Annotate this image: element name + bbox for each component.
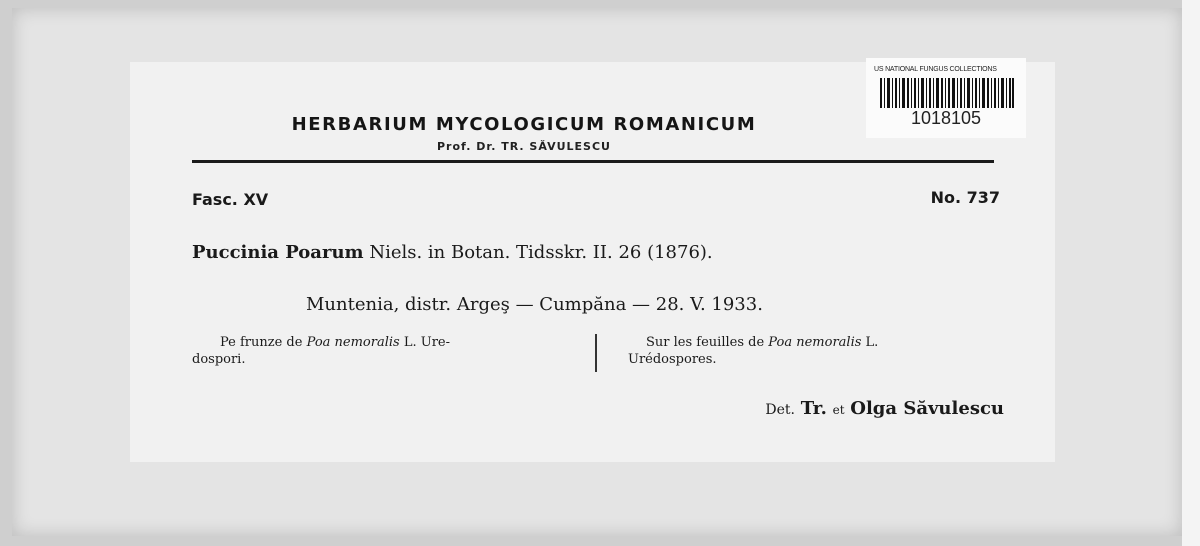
host-ro-species: Poa nemoralis — [306, 335, 400, 350]
column-divider — [595, 334, 597, 372]
host-fr-prefix: Sur les feuilles de — [646, 335, 765, 350]
species-line — [192, 242, 713, 263]
barcode-collection: US NATIONAL FUNGUS COLLECTIONS — [874, 66, 997, 73]
locality-line: Muntenia, distr. Argeş — Cumpăna — 28. V. 1933. — [306, 294, 763, 315]
det-second: Olga Săvulescu — [850, 398, 1004, 419]
header-rule — [192, 160, 994, 163]
host-fr-species: Poa nemoralis — [768, 335, 862, 350]
host-ro-prefix: Pe frunze de — [220, 335, 303, 350]
det-prefix: Det. — [765, 402, 795, 418]
det-first: Tr. — [800, 398, 827, 419]
host-ro-suffix: L. Ure- — [403, 335, 450, 350]
fascicle-number: Fasc. XV — [192, 190, 269, 209]
barcode-label — [866, 58, 1026, 138]
herbarium-curator: Prof. Dr. TR. SĂVULESCU — [436, 140, 611, 153]
det-conj: et — [832, 403, 845, 417]
host-ro-line2: dospori. — [192, 352, 246, 367]
herbarium-title: HERBARIUM MYCOLOGICUM ROMANICUM — [291, 114, 757, 135]
determiner-line — [765, 398, 1004, 419]
host-fr-line2: Urédospores. — [628, 352, 717, 367]
specimen-number: No. 737 — [930, 188, 1000, 207]
barcode-number: 1018105 — [910, 108, 982, 128]
species-citation: Niels. in Botan. Tidsskr. II. 26 (1876). — [369, 242, 713, 263]
host-french — [628, 334, 1008, 368]
host-fr-suffix: L. — [865, 335, 879, 350]
species-name: Puccinia Poarum — [192, 242, 364, 263]
sheet-edge — [1182, 0, 1200, 546]
barcode-graphic — [880, 78, 1014, 108]
host-romanian — [192, 334, 577, 368]
